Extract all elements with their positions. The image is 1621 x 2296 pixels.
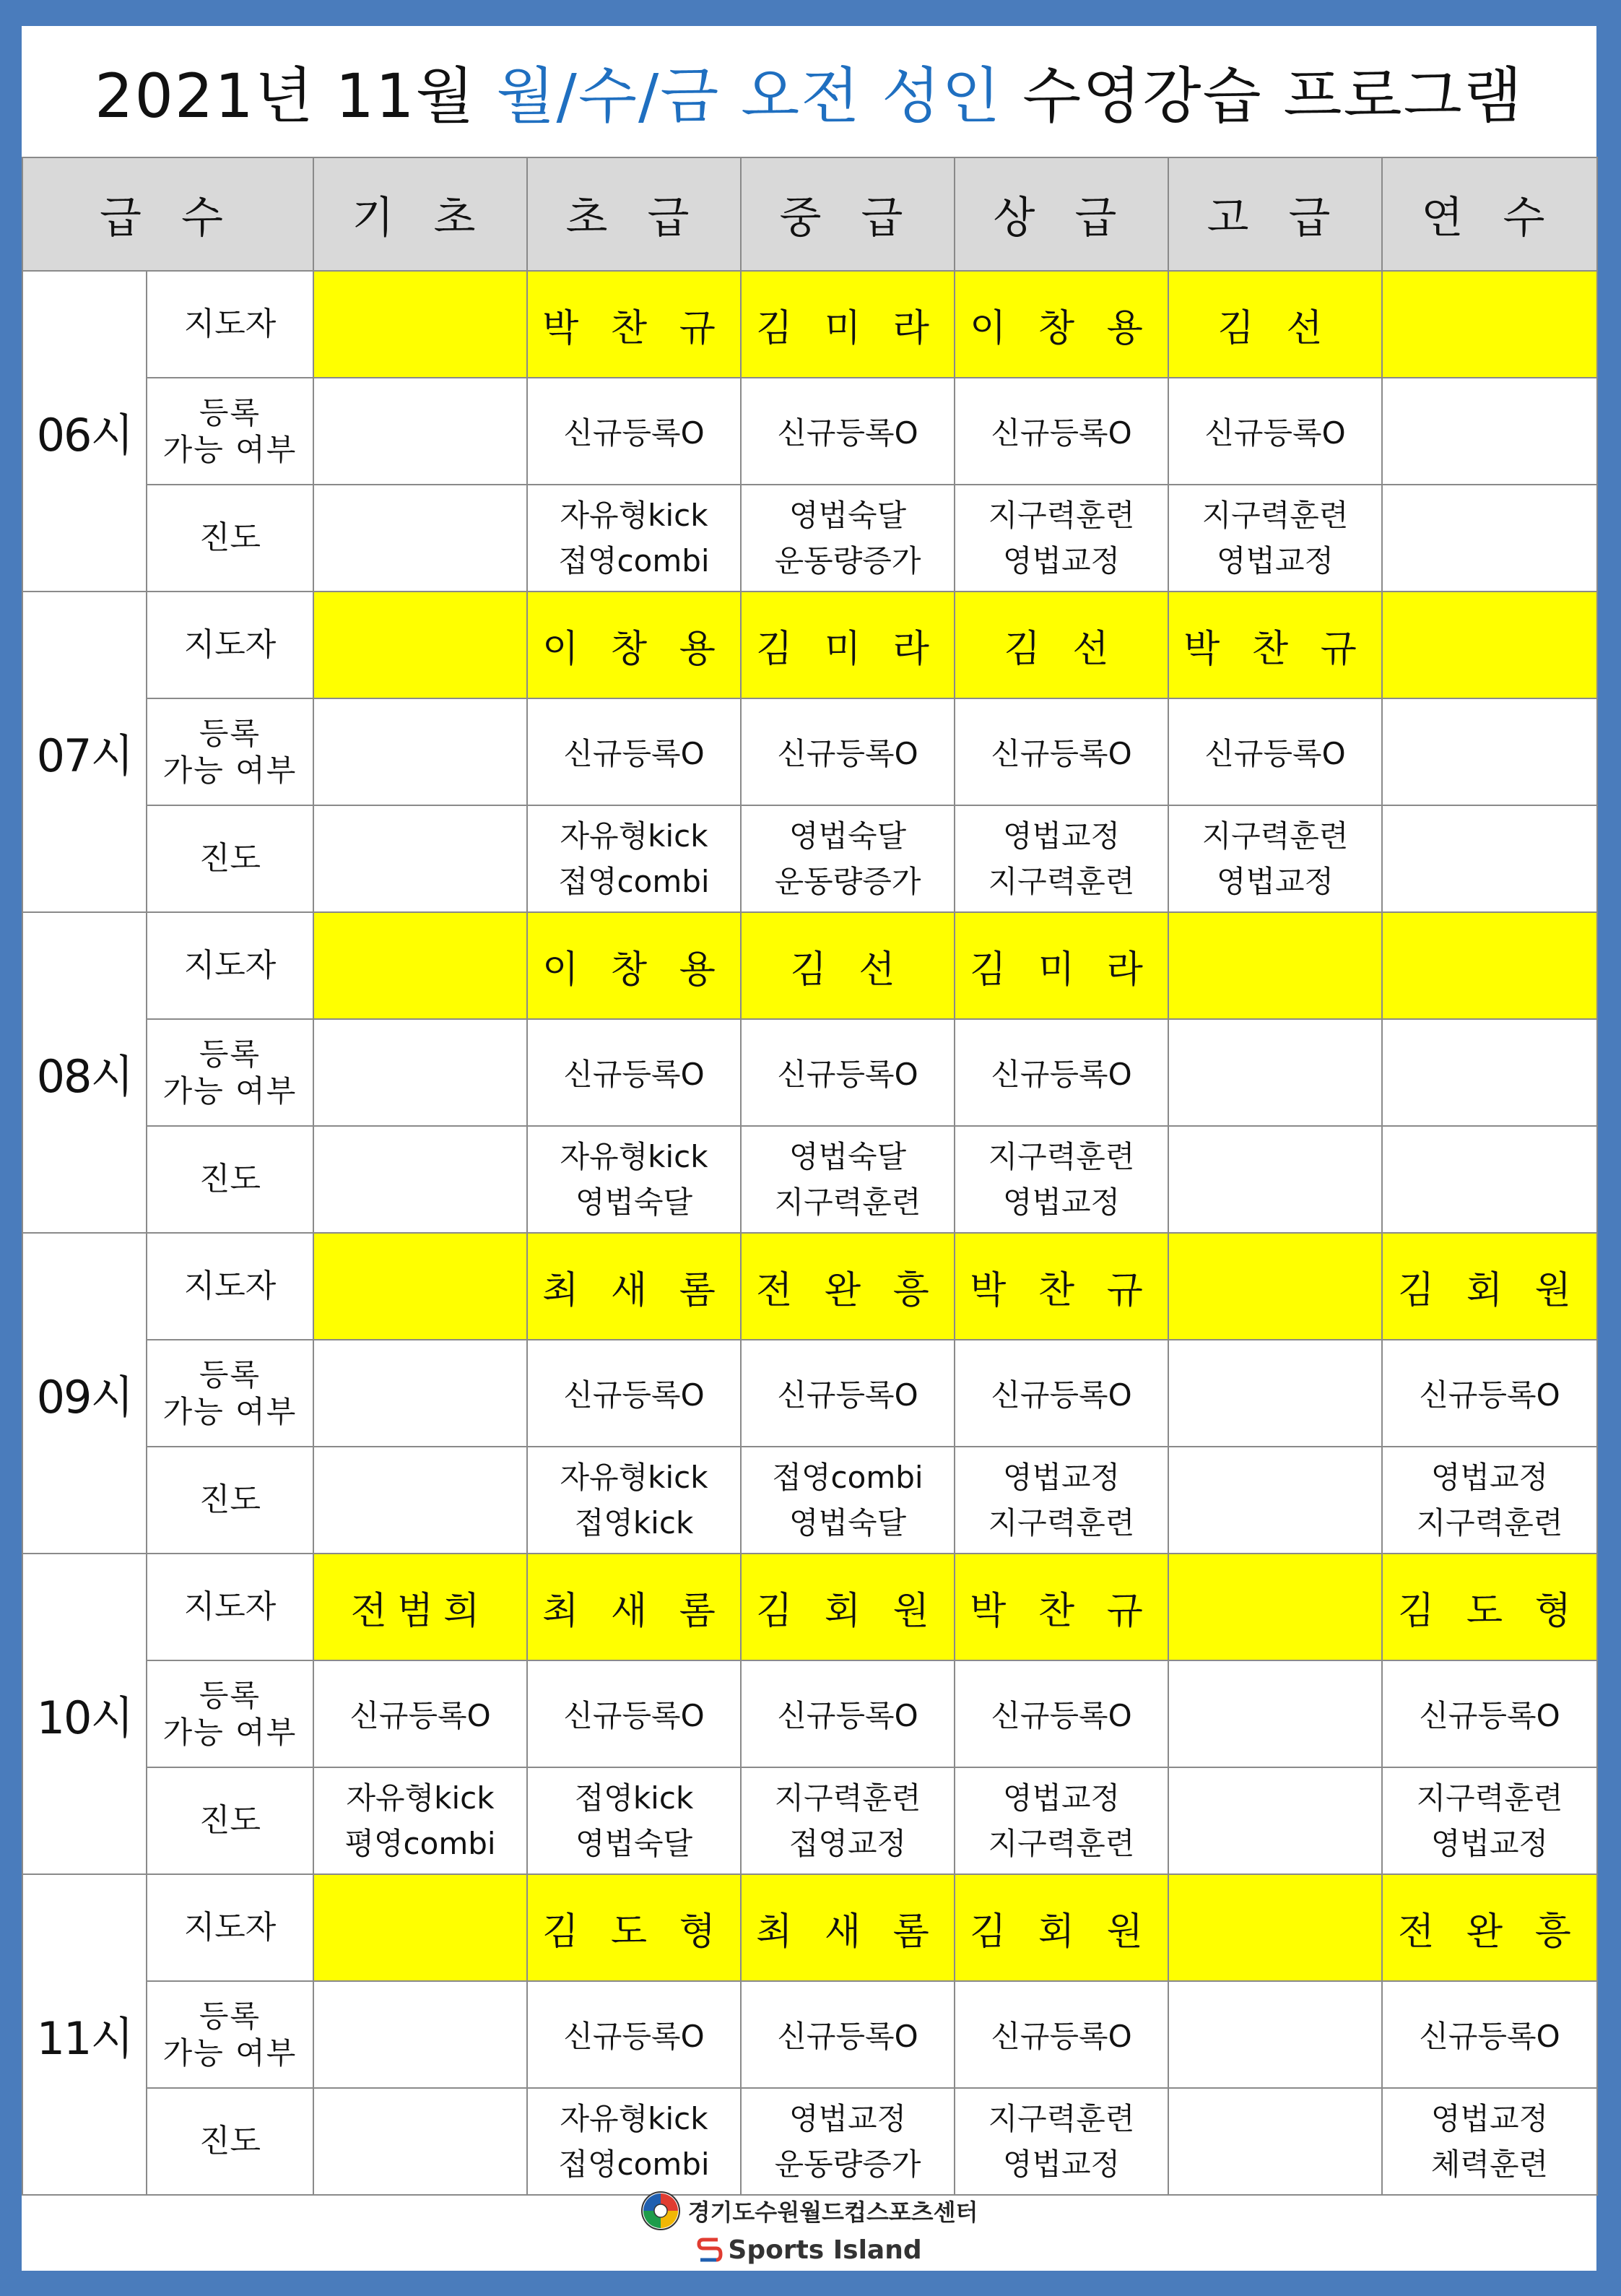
instructor-cell: 김 회 원 xyxy=(741,1554,955,1660)
row-label-registration-line2: 가능 여부 xyxy=(162,432,297,467)
header-training: 연 수 xyxy=(1382,157,1597,271)
row-label-registration-line1: 등록 xyxy=(199,1677,261,1713)
progress-row xyxy=(22,485,1597,592)
title-highlight: 월/수/금 오전 성인 xyxy=(496,61,1002,131)
progress-line: 영법숙달 xyxy=(575,1826,693,1861)
progress-line: 영법교정 xyxy=(1430,1460,1549,1495)
hour-label: 07시 xyxy=(22,592,147,912)
progress-cell xyxy=(1168,805,1382,912)
row-label-registration xyxy=(147,1340,313,1447)
instructor-cell xyxy=(1168,1554,1382,1660)
instructor-cell: 전 완 흥 xyxy=(1382,1874,1597,1981)
row-label-instructor: 지도자 xyxy=(147,271,313,378)
progress-cell xyxy=(1382,805,1597,912)
progress-cell xyxy=(741,805,955,912)
instructor-cell xyxy=(1168,912,1382,1019)
registration-cell: 신규등록O xyxy=(313,1660,527,1767)
header-basic: 기 초 xyxy=(313,157,527,271)
row-label-registration-line1: 등록 xyxy=(199,715,261,751)
row-label-instructor: 지도자 xyxy=(147,1554,313,1660)
registration-cell xyxy=(1168,1340,1382,1447)
row-label-instructor: 지도자 xyxy=(147,1874,313,1981)
progress-line: 자유형kick xyxy=(560,2101,708,2136)
footer xyxy=(22,2185,1596,2271)
progress-cell xyxy=(1382,1447,1597,1554)
row-label-registration xyxy=(147,1660,313,1767)
row-label-progress: 진도 xyxy=(147,1767,313,1874)
row-label-registration xyxy=(147,1981,313,2088)
schedule-sheet xyxy=(22,26,1596,2271)
progress-line: 영법교정 xyxy=(1216,864,1334,899)
progress-cell xyxy=(741,485,955,592)
progress-line: 영법교정 xyxy=(1002,2146,1121,2182)
progress-line: 지구력훈련 xyxy=(988,498,1135,533)
registration-cell xyxy=(313,378,527,485)
progress-line: 운동량증가 xyxy=(774,543,921,579)
instructor-cell xyxy=(1382,271,1597,378)
progress-line: 자유형kick xyxy=(560,1460,708,1495)
progress-line: 영법숙달 xyxy=(788,1139,907,1174)
registration-cell xyxy=(313,698,527,805)
row-label-progress: 진도 xyxy=(147,1126,313,1233)
registration-cell: 신규등록O xyxy=(741,378,955,485)
footer-org-line xyxy=(640,2191,978,2231)
header-advanced: 고 급 xyxy=(1168,157,1382,271)
schedule-body xyxy=(22,157,1597,2195)
instructor-cell xyxy=(1168,1874,1382,1981)
row-label-progress: 진도 xyxy=(147,2088,313,2195)
progress-line: 영법숙달 xyxy=(788,818,907,854)
progress-cell xyxy=(1382,485,1597,592)
instructor-cell: 이 창 용 xyxy=(527,912,741,1019)
row-label-progress: 진도 xyxy=(147,805,313,912)
progress-line: 지구력훈련 xyxy=(988,864,1135,899)
row-label-registration-line2: 가능 여부 xyxy=(162,2035,297,2071)
registration-cell: 신규등록O xyxy=(955,1019,1168,1126)
instructor-cell: 최 새 롬 xyxy=(527,1233,741,1340)
footer-brand-name: Sports Island xyxy=(728,2235,922,2265)
progress-line: 접영kick xyxy=(574,1505,694,1541)
header-upper: 상 급 xyxy=(955,157,1168,271)
row-label-registration-line1: 등록 xyxy=(199,1356,261,1392)
registration-cell: 신규등록O xyxy=(955,1981,1168,2088)
progress-row xyxy=(22,805,1597,912)
registration-cell: 신규등록O xyxy=(527,378,741,485)
instructor-cell: 김 미 라 xyxy=(741,271,955,378)
registration-cell: 신규등록O xyxy=(527,1340,741,1447)
instructor-cell: 김 미 라 xyxy=(741,592,955,698)
row-label-instructor: 지도자 xyxy=(147,912,313,1019)
progress-row xyxy=(22,1447,1597,1554)
progress-line: 체력훈련 xyxy=(1430,2146,1549,2182)
registration-cell: 신규등록O xyxy=(741,1660,955,1767)
hour-label: 08시 xyxy=(22,912,147,1233)
header-intermediate: 중 급 xyxy=(741,157,955,271)
progress-line: 지구력훈련 xyxy=(774,1184,921,1220)
progress-cell xyxy=(313,485,527,592)
sports-island-logo-icon xyxy=(696,2235,723,2266)
progress-cell xyxy=(955,2088,1168,2195)
progress-row xyxy=(22,2088,1597,2195)
progress-line: 영법교정 xyxy=(1002,1460,1121,1495)
row-label-registration-line2: 가능 여부 xyxy=(162,753,297,788)
instructor-cell: 김 선 xyxy=(955,592,1168,698)
progress-cell xyxy=(955,805,1168,912)
instructor-cell: 최 새 롬 xyxy=(527,1554,741,1660)
hour-label: 06시 xyxy=(22,271,147,592)
registration-cell xyxy=(313,1019,527,1126)
progress-cell xyxy=(527,485,741,592)
progress-line: 평영combi xyxy=(344,1826,496,1861)
progress-line: 영법교정 xyxy=(1002,1184,1121,1220)
instructor-cell xyxy=(313,271,527,378)
progress-cell xyxy=(1168,2088,1382,2195)
instructor-cell: 박 찬 규 xyxy=(955,1554,1168,1660)
footer-org-name: 경기도수원월드컵스포츠센터 xyxy=(687,2198,978,2226)
progress-line: 영법교정 xyxy=(1430,1826,1549,1861)
row-label-registration-line1: 등록 xyxy=(199,394,261,430)
progress-line: 접영combi xyxy=(558,543,710,579)
instructor-cell xyxy=(1382,912,1597,1019)
registration-cell xyxy=(313,1981,527,2088)
footer-brand-line xyxy=(696,2235,921,2266)
progress-cell xyxy=(741,1767,955,1874)
progress-line: 자유형kick xyxy=(560,1139,708,1174)
progress-cell xyxy=(313,1447,527,1554)
row-label-instructor: 지도자 xyxy=(147,1233,313,1340)
progress-cell xyxy=(955,1767,1168,1874)
progress-row xyxy=(22,1767,1597,1874)
progress-line: 영법교정 xyxy=(1002,1780,1121,1816)
registration-cell: 신규등록O xyxy=(741,1981,955,2088)
registration-cell: 신규등록O xyxy=(741,1019,955,1126)
title-prefix: 2021년 11월 xyxy=(95,61,497,131)
progress-line: 지구력훈련 xyxy=(1201,818,1349,854)
row-label-registration xyxy=(147,378,313,485)
registration-row xyxy=(22,1019,1597,1126)
progress-line: 영법숙달 xyxy=(788,1505,907,1541)
progress-line: 자유형kick xyxy=(560,818,708,854)
registration-cell: 신규등록O xyxy=(955,1660,1168,1767)
progress-line: 접영combi xyxy=(558,864,710,899)
progress-cell xyxy=(527,1126,741,1233)
row-label-registration xyxy=(147,698,313,805)
row-label-registration-line2: 가능 여부 xyxy=(162,1715,297,1750)
instructor-cell: 전 완 흥 xyxy=(741,1233,955,1340)
row-label-registration-line1: 등록 xyxy=(199,1998,261,2034)
header-level: 급 수 xyxy=(22,157,313,271)
instructor-cell: 이 창 용 xyxy=(955,271,1168,378)
progress-cell xyxy=(955,1447,1168,1554)
title-suffix: 수영강습 프로그램 xyxy=(1001,61,1524,131)
registration-row xyxy=(22,378,1597,485)
registration-cell: 신규등록O xyxy=(1382,1660,1597,1767)
instructor-row xyxy=(22,912,1597,1019)
instructor-cell xyxy=(313,1874,527,1981)
registration-cell: 신규등록O xyxy=(527,698,741,805)
instructor-cell: 김 도 형 xyxy=(1382,1554,1597,1660)
progress-line: 접영combi xyxy=(772,1460,924,1495)
registration-cell xyxy=(1168,1660,1382,1767)
progress-line: 지구력훈련 xyxy=(1416,1505,1563,1541)
registration-row xyxy=(22,1660,1597,1767)
progress-line: 접영kick xyxy=(574,1780,694,1816)
instructor-row xyxy=(22,592,1597,698)
row-label-progress: 진도 xyxy=(147,1447,313,1554)
progress-cell xyxy=(313,2088,527,2195)
registration-cell: 신규등록O xyxy=(1382,1340,1597,1447)
row-label-registration-line1: 등록 xyxy=(199,1036,261,1072)
progress-cell xyxy=(955,485,1168,592)
hour-label: 09시 xyxy=(22,1233,147,1554)
registration-cell xyxy=(1168,1981,1382,2088)
progress-cell xyxy=(741,1126,955,1233)
registration-cell: 신규등록O xyxy=(527,1660,741,1767)
registration-cell xyxy=(313,1340,527,1447)
instructor-cell: 최 새 롬 xyxy=(741,1874,955,1981)
registration-cell: 신규등록O xyxy=(741,698,955,805)
progress-cell xyxy=(1168,485,1382,592)
progress-cell xyxy=(313,805,527,912)
soccer-ball-logo-icon xyxy=(640,2191,681,2231)
progress-line: 자유형kick xyxy=(346,1780,495,1816)
progress-cell xyxy=(741,2088,955,2195)
instructor-cell: 박 찬 규 xyxy=(955,1233,1168,1340)
instructor-cell: 김 회 원 xyxy=(955,1874,1168,1981)
registration-cell: 신규등록O xyxy=(1168,698,1382,805)
instructor-cell xyxy=(1382,592,1597,698)
progress-line: 영법교정 xyxy=(1216,543,1334,579)
progress-cell xyxy=(527,1767,741,1874)
schedule-table xyxy=(22,157,1598,2196)
progress-cell xyxy=(527,805,741,912)
instructor-cell: 김 선 xyxy=(741,912,955,1019)
registration-cell: 신규등록O xyxy=(955,378,1168,485)
hour-label: 10시 xyxy=(22,1554,147,1874)
instructor-cell: 박 찬 규 xyxy=(1168,592,1382,698)
progress-cell xyxy=(1382,1767,1597,1874)
registration-cell: 신규등록O xyxy=(955,698,1168,805)
instructor-cell xyxy=(313,592,527,698)
progress-cell xyxy=(313,1126,527,1233)
registration-cell xyxy=(1382,378,1597,485)
instructor-cell xyxy=(313,1233,527,1340)
progress-line: 지구력훈련 xyxy=(988,1139,1135,1174)
row-label-registration-line2: 가능 여부 xyxy=(162,1073,297,1109)
progress-line: 지구력훈련 xyxy=(988,2101,1135,2136)
progress-line: 영법교정 xyxy=(1430,2101,1549,2136)
registration-cell: 신규등록O xyxy=(955,1340,1168,1447)
instructor-row xyxy=(22,1554,1597,1660)
instructor-cell: 김 도 형 xyxy=(527,1874,741,1981)
registration-cell xyxy=(1168,1019,1382,1126)
progress-line: 자유형kick xyxy=(560,498,708,533)
header-beginner: 초 급 xyxy=(527,157,741,271)
progress-line: 운동량증가 xyxy=(774,2146,921,2182)
registration-row xyxy=(22,1981,1597,2088)
instructor-cell: 김 선 xyxy=(1168,271,1382,378)
registration-cell: 신규등록O xyxy=(527,1019,741,1126)
progress-cell xyxy=(741,1447,955,1554)
progress-cell xyxy=(1168,1767,1382,1874)
instructor-cell: 전범희 xyxy=(313,1554,527,1660)
progress-cell xyxy=(527,1447,741,1554)
registration-row xyxy=(22,1340,1597,1447)
progress-cell xyxy=(313,1767,527,1874)
instructor-cell xyxy=(1168,1233,1382,1340)
progress-line: 지구력훈련 xyxy=(988,1826,1135,1861)
page-title xyxy=(22,26,1596,157)
instructor-cell: 박 찬 규 xyxy=(527,271,741,378)
progress-line: 지구력훈련 xyxy=(774,1780,921,1816)
progress-cell xyxy=(1168,1447,1382,1554)
instructor-cell: 이 창 용 xyxy=(527,592,741,698)
header-row xyxy=(22,157,1597,271)
progress-line: 영법교정 xyxy=(1002,818,1121,854)
row-label-instructor: 지도자 xyxy=(147,592,313,698)
instructor-cell xyxy=(313,912,527,1019)
progress-line: 운동량증가 xyxy=(774,864,921,899)
instructor-row xyxy=(22,1874,1597,1981)
progress-line: 영법숙달 xyxy=(575,1184,693,1220)
instructor-cell: 김 회 원 xyxy=(1382,1233,1597,1340)
progress-line: 지구력훈련 xyxy=(1201,498,1349,533)
progress-line: 지구력훈련 xyxy=(1416,1780,1563,1816)
progress-line: 접영교정 xyxy=(788,1826,907,1861)
progress-cell xyxy=(1382,2088,1597,2195)
progress-line: 접영combi xyxy=(558,2146,710,2182)
progress-cell xyxy=(1382,1126,1597,1233)
registration-cell: 신규등록O xyxy=(741,1340,955,1447)
instructor-row xyxy=(22,1233,1597,1340)
progress-line: 영법교정 xyxy=(788,2101,907,2136)
instructor-cell: 김 미 라 xyxy=(955,912,1168,1019)
row-label-progress: 진도 xyxy=(147,485,313,592)
progress-cell xyxy=(1168,1126,1382,1233)
registration-cell: 신규등록O xyxy=(1382,1981,1597,2088)
registration-cell xyxy=(1382,1019,1597,1126)
hour-label: 11시 xyxy=(22,1874,147,2195)
progress-cell xyxy=(527,2088,741,2195)
row-label-registration xyxy=(147,1019,313,1126)
progress-line: 영법숙달 xyxy=(788,498,907,533)
registration-cell: 신규등록O xyxy=(1168,378,1382,485)
progress-line: 지구력훈련 xyxy=(988,1505,1135,1541)
progress-line: 영법교정 xyxy=(1002,543,1121,579)
registration-row xyxy=(22,698,1597,805)
registration-cell: 신규등록O xyxy=(527,1981,741,2088)
row-label-registration-line2: 가능 여부 xyxy=(162,1394,297,1429)
progress-cell xyxy=(955,1126,1168,1233)
registration-cell xyxy=(1382,698,1597,805)
instructor-row xyxy=(22,271,1597,378)
progress-row xyxy=(22,1126,1597,1233)
